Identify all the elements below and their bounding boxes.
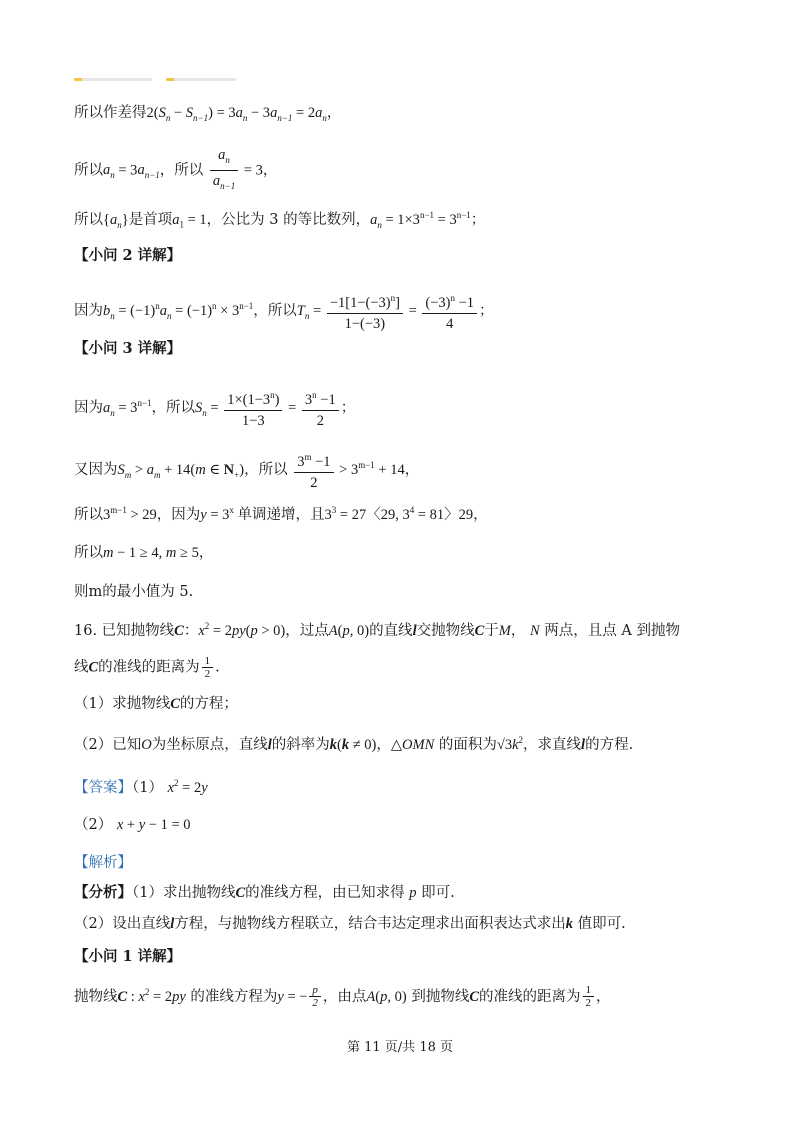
line-m-range: 所以m − 1 ≥ 4, m ≥ 5，: [74, 545, 214, 561]
question-16-part2: （2）已知O为坐标原点，直线l的斜率为k(k ≠ 0)，△OMN 的面积为$√3k^2$，求直线l的方程.: [74, 735, 634, 753]
part2-title: 【小问 2 详解】: [74, 247, 182, 264]
question-16-line2: 线C的准线的距离为 $\frac{1}{2}$ .: [74, 655, 220, 680]
question-16: 16. 已知抛物线C：$x^2 = 2py(p > 0)$，过点A(p, 0)的直线l交抛物线C于M， N 两点，且点 A 到抛物: [74, 621, 680, 639]
answer-2: （2） x + y − 1 = 0: [74, 817, 191, 833]
part1-title: 【小问 1 详解】: [74, 948, 182, 965]
header-mark-left: [74, 78, 152, 81]
header-mark-right: [166, 78, 236, 81]
line-difference: 所以作差得$2(S_n - S_{n-1}) = 3a_n - 3a_{n-1} = 2a_n$，: [74, 105, 342, 123]
line-directrix: 抛物线C : $x^2 = 2py$ 的准线方程为y = − $\frac{p}{2}$ ，由点A(p, 0) 到抛物线C的准线的距离为 $\frac{1}{2}$ ，: [74, 984, 611, 1010]
fenxi-1: 【分析】（1）求出抛物线C的准线方程，由已知求得 p 即可.: [74, 884, 455, 901]
fenxi-2: （2）设出直线l方程，与抛物线方程联立，结合韦达定理求出面积表达式求出k 值即可.: [74, 916, 626, 932]
question-16-part1: （1）求抛物线C的方程；: [74, 696, 238, 712]
line-ratio: 所以$a_n = 3a_{n-1}$，所以 $\frac{a_n}{a_{n-1}}$ = 3，: [74, 147, 278, 191]
analysis-label: 【解析】: [74, 855, 132, 871]
page-footer: 第 11 页/共 18 页: [347, 1040, 453, 1055]
line-inequality: 又因为$S_m > a_m + 14(m$ ∈ $N_+$)，所以 $\frac{3^m -1}{2}$ > $3^{m-1} + 14$，: [74, 447, 419, 493]
answer-1: 【答案】（1） $x^2 = 2y$: [74, 778, 208, 796]
line-min-value: 则m的最小值为 5.: [74, 584, 194, 600]
line-bn: 因为$b_n = (-1)^na_n = (-1)^n \times 3^{n-1}$，所以$T_n$ = $\frac{-1[1-(-3)^n]}{1-(-3)}$ = $\frac{(-3)^n -1}{4}$ ；: [74, 288, 494, 334]
line-general-term: 所以$\{a_n\}$是首项$a_1 = 1$，公比为 3 的等比数列，$a_n = 1\times 3^{n-1} = 3^{n-1}$；: [74, 210, 486, 230]
line-monotone: 所以$3^{m-1} > 29$，因为$y = 3^x$ 单调递增，且$3^3 = 27$〈29, $3^4 = 81$〉29，: [74, 505, 488, 523]
line-sn: 因为$a_n = 3^{n-1}$，所以$S_n$ = $\frac{1\times(1-3^n)}{1-3}$ = $\frac{3^n -1}{2}$ ；: [74, 385, 355, 431]
part3-title: 【小问 3 详解】: [74, 340, 182, 357]
